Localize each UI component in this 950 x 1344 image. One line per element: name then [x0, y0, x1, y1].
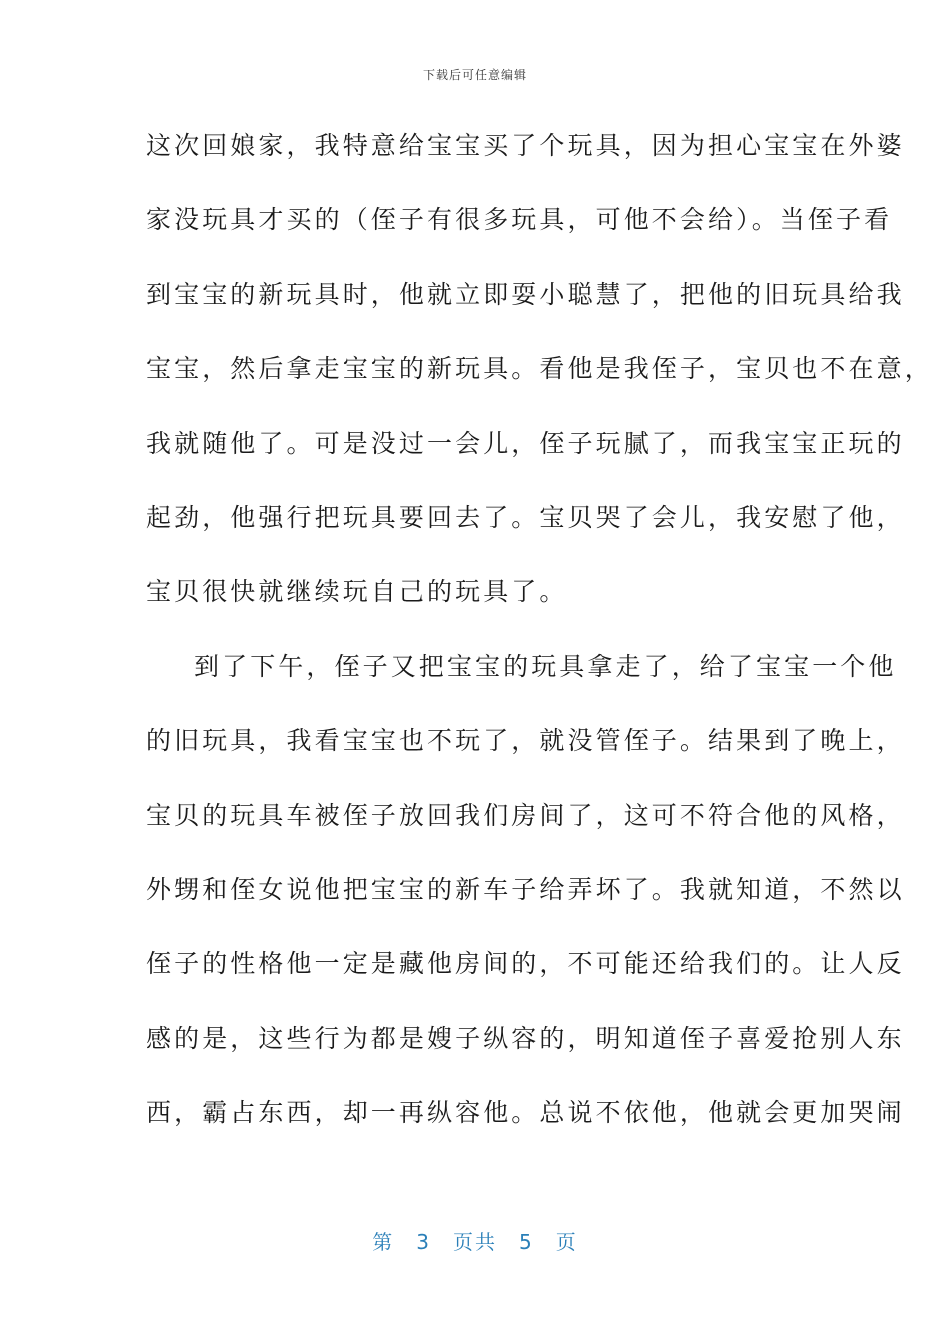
text-line: 感的是，这些行为都是嫂子纵容的，明知道侄子喜爱抢别人东: [146, 1023, 905, 1053]
page-total: 5: [519, 1230, 534, 1254]
text-line: 宝宝，然后拿走宝宝的新玩具。看他是我侄子，宝贝也不在意，: [146, 354, 933, 384]
document-body: [146, 123, 933, 1164]
text-line: 西，霸占东西，却一再纵容他。总说不依他，他就会更加哭闹: [146, 1098, 905, 1128]
text-line: 这次回娘家，我特意给宝宝买了个玩具，因为担心宝宝在外婆: [146, 131, 905, 160]
text-line: 外甥和侄女说他把宝宝的新车子给弄坏了。我就知道，不然以: [146, 874, 905, 904]
page-prefix: 第: [372, 1230, 395, 1254]
text-line: 到宝宝的新玩具时，他就立即耍小聪慧了，把他的旧玩具给我: [146, 279, 905, 309]
paragraph-start-line: 到了下午，侄子又把宝宝的玩具拿走了，给了宝宝一个他: [194, 651, 897, 681]
text-line: 的旧玩具，我看宝宝也不玩了，就没管侄子。结果到了晚上，: [146, 726, 905, 756]
header-note: 下载后可任意编辑: [422, 68, 527, 82]
text-line: 宝贝的玩具车被侄子放回我们房间了，这可不符合他的风格，: [146, 800, 905, 830]
page-footer: [0, 1226, 950, 1255]
text-line: 家没玩具才买的（侄子有很多玩具，可他不会给）。当侄子看: [146, 205, 893, 235]
text-line: 起劲，他强行把玩具要回去了。宝贝哭了会儿，我安慰了他，: [146, 502, 905, 532]
page-number: 3: [416, 1230, 431, 1254]
text-line: 我就随他了。可是没过一会儿，侄子玩腻了，而我宝宝正玩的: [146, 428, 905, 458]
page-middle: 页共: [453, 1230, 497, 1254]
text-line: 侄子的性格他一定是藏他房间的，不可能还给我们的。让人反: [146, 949, 905, 979]
page-suffix: 页: [555, 1230, 578, 1254]
text-line: 宝贝很快就继续玩自己的玩具了。: [146, 577, 568, 607]
